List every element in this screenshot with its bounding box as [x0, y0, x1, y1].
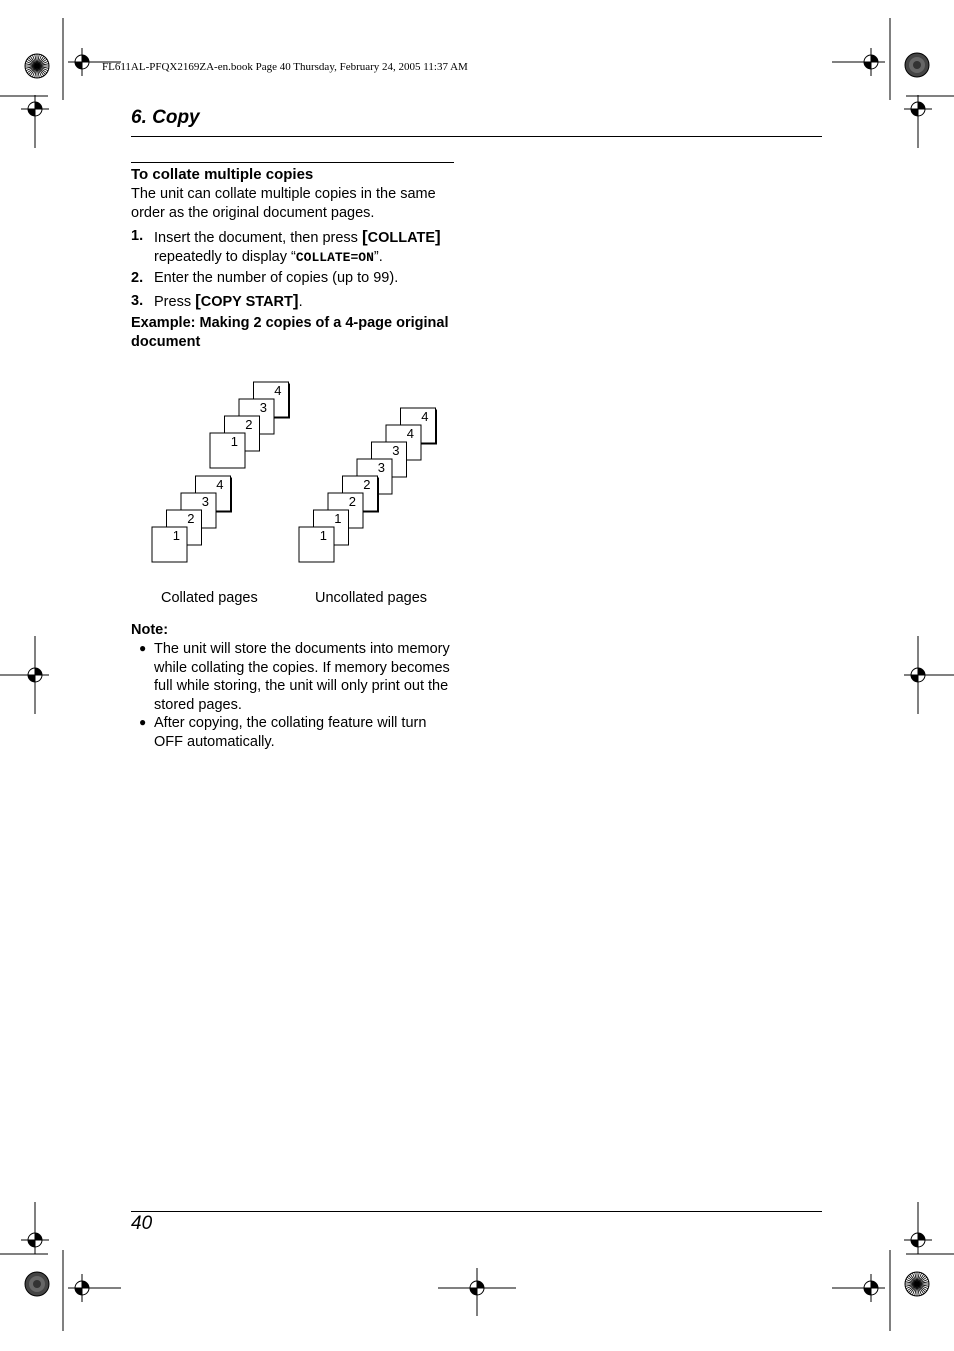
page-number-label: 2	[187, 511, 195, 526]
page-number-label: 3	[201, 494, 209, 509]
uncollated-caption: Uncollated pages	[315, 590, 428, 606]
subheading-rule	[131, 162, 454, 163]
header-rule	[131, 136, 822, 137]
collate-illustration	[140, 375, 460, 575]
collated-caption: Collated pages	[161, 590, 258, 606]
step-3-text	[154, 291, 459, 312]
step-number: 3.	[131, 293, 144, 309]
page-number-label: 1	[172, 528, 180, 543]
page-number-label: 1	[334, 511, 342, 526]
page-number-label: 4	[421, 409, 429, 424]
page-number-label: 3	[259, 400, 267, 415]
step-1-text-middle: repeatedly to display “	[154, 249, 296, 265]
page-number: 40	[131, 1213, 153, 1234]
note-bullet-icon: ●	[139, 715, 147, 729]
note-item: The unit will store the documents into memory while collating the copies. If memory becomes full while storing, the unit will only print out the stored pages.	[154, 641, 450, 713]
step-1-text	[154, 227, 459, 267]
section-title: 6. Copy	[131, 107, 200, 128]
page-number-label: 2	[363, 477, 371, 492]
page-number-label: 4	[216, 477, 224, 492]
page-number-label: 2	[348, 494, 356, 509]
lcd-display-text: COLLATE=ON	[295, 250, 374, 265]
intro-paragraph: The unit can collate multiple copies in the same order as the original document pages.	[131, 186, 436, 221]
page-sheet	[299, 527, 334, 562]
step-3-text-before: Press	[154, 294, 196, 310]
page-number-label: 3	[377, 460, 385, 475]
footer-rule	[131, 1211, 822, 1212]
page-number-label: 1	[319, 528, 327, 543]
step-2-text: Enter the number of copies (up to 99).	[154, 270, 399, 286]
page-number-label: 4	[274, 383, 282, 398]
note-bullet-icon: ●	[139, 641, 147, 655]
step-number: 1.	[131, 228, 144, 244]
collate-key: [COLLATE]	[361, 227, 441, 246]
note-item: After copying, the collating feature will turn OFF automatically.	[154, 715, 427, 750]
page-sheet	[152, 527, 187, 562]
copy-start-key: [COPY START]	[195, 291, 299, 310]
example-heading: Example: Making 2 copies of a 4-page original document	[131, 315, 449, 350]
step-number: 2.	[131, 270, 144, 286]
step-1-text-after: ”.	[373, 249, 383, 265]
step-3-text-after: .	[298, 294, 303, 310]
page-number-label: 4	[406, 426, 414, 441]
printer-info-line: FL611AL-PFQX2169ZA-en.book Page 40 Thursday, February 24, 2005 11:37 AM	[102, 61, 468, 73]
page-sheet	[210, 433, 245, 468]
step-1-text-before: Insert the document, then press	[154, 230, 362, 246]
subheading: To collate multiple copies	[131, 166, 314, 183]
page-number-label: 1	[230, 434, 238, 449]
page-number-label: 2	[245, 417, 253, 432]
note-label: Note:	[131, 622, 169, 638]
page-number-label: 3	[392, 443, 400, 458]
